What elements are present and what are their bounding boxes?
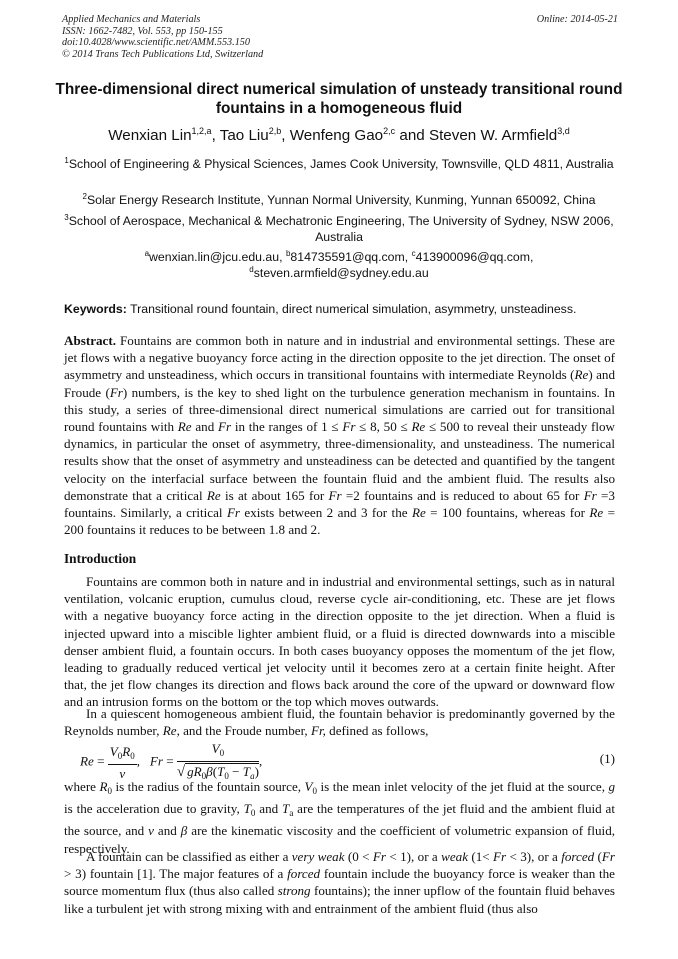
abstract-text: and	[191, 419, 219, 435]
abstract-text: is at about 165 for	[220, 487, 329, 503]
author-affiliation-mark: 2,c	[383, 126, 396, 136]
affiliation	[60, 156, 618, 172]
intro-paragraph-1: Fountains are common both in nature and in industrial and environmental settings, such as in natural ventilation, volcanic eruption, cumulus cloud, reverse cycle air-conditioning, etc. These are jet flows with a negative buoyancy force acting in the direction opposite to the jet direction. When a fluid is injected upward into a miscible lighter ambient fluid, or a fluid is directed downwards into a miscible denser ambient fluid, a fountain occurs. In both cases buoyancy opposes the momentum of the jet flow, leading to gradually reduced vertical jet velocity until it becomes zero at a certain finite height. After that, the jet flow changes its direction and flows back around the core of the upward or downward flow and an intrusion forms on the bottom or the top which moves outwards.	[64, 574, 615, 710]
affiliation-mark: 3	[64, 213, 69, 222]
re-fraction: $\frac{V_0R_0}{\nu}$	[109, 743, 135, 781]
symbol-re: Re	[411, 505, 426, 521]
symbol-fr: Fr	[218, 419, 232, 435]
email-link[interactable]: steven.armfield@sydney.edu.au	[253, 266, 429, 280]
abstract-text: =2 fountains and is reduced to about 65 for	[341, 487, 584, 503]
journal-name: Applied Mechanics and Materials	[62, 14, 201, 25]
emphasis: weak	[441, 849, 469, 864]
keywords	[64, 301, 624, 317]
author-affiliation-mark: 1,2,a	[191, 126, 212, 136]
symbol-re: Re	[411, 419, 426, 435]
emphasis: very weak	[291, 849, 345, 864]
symbol-fr: Fr,	[310, 723, 326, 739]
affiliation	[60, 192, 618, 208]
symbol-fr: Fr	[601, 849, 616, 864]
journal-doi: doi:10.4028/www.scientific.net/AMM.553.150	[62, 37, 250, 48]
author-name: Wenfeng Gao	[289, 127, 384, 144]
email-link[interactable]: wenxian.lin@jcu.edu.au,	[149, 250, 286, 264]
author-list: Wenxian Lin$^{1,2,a}$, Tao Liu$^{2,b}$, Wenfeng Gao$^{2,c}$ and Steven W. Armfield$^{3,d}$	[108, 126, 570, 144]
journal-copyright: © 2014 Trans Tech Publications Ltd, Switzerland	[62, 48, 264, 60]
abstract-text: =3 fountains. Similarly, a critical	[64, 487, 615, 521]
paragraph-text: and	[255, 801, 283, 817]
symbol-fr: Fr	[583, 487, 597, 503]
intro-paragraph-4	[64, 848, 615, 917]
author-name: Wenxian Lin	[108, 127, 192, 144]
affiliation	[60, 213, 618, 245]
abstract-text: ) and Froude (	[64, 367, 615, 400]
paragraph-text: (0 <	[344, 849, 373, 864]
symbol-g: g	[608, 779, 616, 794]
paragraph-text: (	[594, 849, 602, 864]
fr-fraction: $\frac{V_0}{√ gR_0\beta(T_0 - T_a)}$	[177, 741, 259, 784]
paragraph-text: A fountain can be classified as either a	[86, 849, 292, 864]
paragraph-text: fountain include the buoyancy force is weaker than the source momentum flux (thus also called	[64, 866, 615, 899]
email-link[interactable]: 413900096@qq.com,	[415, 250, 534, 264]
symbol-fr: Fr	[493, 849, 507, 864]
symbol-nu: ν	[148, 823, 154, 839]
paragraph-text: is the acceleration due to gravity,	[64, 801, 244, 817]
emphasis: forced	[561, 849, 595, 864]
symbol-beta: β	[180, 823, 188, 839]
author-affiliation-mark: 3,d	[557, 126, 570, 136]
author-affiliation-mark: 2,b	[268, 126, 282, 136]
paragraph-text: is the radius of the fountain source,	[111, 779, 305, 794]
equation-1	[64, 741, 615, 781]
symbol-re: Re	[162, 723, 177, 739]
keywords-label: Keywords:	[64, 302, 127, 316]
symbol-re: Re	[206, 487, 221, 503]
paragraph-text: < 1), or a	[386, 849, 442, 864]
symbol-fr: Fr	[342, 419, 356, 435]
emphasis: strong	[277, 883, 311, 899]
intro-paragraph-3: where $R_0$ is the radius of the fountain source, $V_0$ is the mean inlet velocity of the jet fluid at the source, g is the acceleration due to gravity, $T_0$ and $T_a$ are the temperatures of the jet fluid and the ambient fluid at the source, and ν and β are the kinematic viscosity and the coefficient of volumetric expansion of fluid, respectively.	[64, 779, 616, 856]
paragraph-text: (1<	[468, 849, 494, 864]
paragraph-text: defined as follows,	[325, 723, 429, 739]
abstract-text: Fountains are common both in nature and in industrial and environmental settings. These are jet flows with a negative buoyancy force acting in the direction opposite to the jet direction. The onset of asymmetry and unsteadiness, which occurs in transitional fountains with intermediate Reynolds (	[64, 333, 615, 383]
symbol-fr: Fr	[109, 384, 123, 400]
email-link[interactable]: 814735591@qq.com,	[290, 250, 412, 264]
symbol-fr: Fr	[226, 505, 241, 521]
author-name: Tao Liu	[219, 127, 269, 144]
symbol-fr: Fr	[372, 849, 387, 864]
abstract-text: = 100 fountains, whereas for	[425, 505, 590, 521]
email-mark: a	[144, 249, 150, 258]
paragraph-text: are the kinematic viscosity and the coefficient of volumetric expansion of fluid, respectively.	[64, 823, 616, 856]
paragraph-text: is the mean inlet velocity of the jet fluid at the source,	[317, 779, 609, 794]
paragraph-text: and	[153, 823, 181, 839]
abstract-text: exists between 2 and 3 for the	[240, 505, 412, 521]
affiliation-text: Solar Energy Research Institute, Yunnan Normal University, Kunming, Yunnan 650092, China	[86, 193, 596, 207]
abstract	[64, 332, 615, 538]
paper-title: Three-dimensional direct numerical simulation of unsteady transitional round fountains in a homogeneous fluid	[55, 81, 623, 117]
abstract-text: in the ranges of 1 ≤	[231, 419, 343, 435]
online-date: Online: 2014-05-21	[536, 14, 618, 25]
affiliation-mark: 1	[64, 156, 69, 165]
paragraph-text: where	[64, 779, 100, 794]
abstract-label: Abstract.	[64, 333, 116, 348]
affiliation-text: School of Engineering & Physical Sciences, James Cook University, Townsville, QLD 4811, Australia	[68, 157, 614, 171]
paragraph-text: > 3) fountain [1]. The major features of a	[64, 866, 288, 882]
email-list	[60, 249, 618, 281]
paragraph-text: In a quiescent homogeneous ambient fluid, the fountain behavior is predominantly governed by the Reynolds number,	[64, 706, 615, 739]
abstract-text: ≤ 500 to reveal their unsteady flow dynamics, in particular the onset of asymmetry, three-dimensionality, and unsteadiness. The numerical results show that the onset of asymmetry and unsteadiness can be detected and quantified by the tangent velocity on the interfacial surface between the fountain fluid and the ambient fluid. The results also demonstrate that a critical	[64, 419, 615, 503]
emphasis: forced	[287, 866, 321, 882]
abstract-text: = 200 fountains it reduces to be between 1.8 and 2.	[64, 505, 615, 538]
journal-issn: ISSN: 1662-7482, Vol. 553, pp 150-155	[62, 25, 223, 37]
symbol-re: Re	[574, 367, 589, 383]
paragraph-text: fountains); the inner upflow of the fountain fluid behaves like a turbulent jet with strong mixing with and entrainment of the ambient fluid (thus also	[64, 883, 615, 916]
symbol-re: Re	[177, 419, 192, 435]
journal-header	[62, 14, 618, 60]
symbol-re: Re	[589, 505, 604, 521]
intro-paragraph-2	[64, 705, 615, 739]
equation-number: (1)	[599, 751, 615, 766]
paragraph-text: are the temperatures of the jet fluid and the ambient fluid at the source, and	[64, 801, 615, 839]
equation-body: Re = $\frac{V_0R_0}{\nu}$ , Fr = $\frac{V_0}{√ gR_0\beta(T_0 - T_a)}$ ,	[80, 741, 262, 784]
affiliation-text: School of Aerospace, Mechanical & Mechatronic Engineering, The University of Sydney, NSW 2006, Australia	[68, 214, 614, 244]
symbol-fr: Fr	[328, 487, 342, 503]
email-mark: b	[285, 249, 291, 258]
paragraph-text: < 3), or a	[506, 849, 562, 864]
abstract-text: ≤ 8, 50 ≤	[355, 419, 412, 435]
affiliation-mark: 2	[82, 192, 87, 201]
keywords-text: Transitional round fountain, direct numerical simulation, asymmetry, unsteadiness.	[130, 302, 577, 316]
email-mark: c	[411, 249, 416, 258]
paragraph-text: , and the Froude number,	[176, 723, 311, 739]
email-mark: d	[249, 265, 254, 274]
abstract-text: ) numbers, is the key to shed light on the turbulence generation mechanism in fountains. In this study, a series of three-dimensional direct numerical simulations are carried out for transitional round fountains with	[64, 384, 615, 435]
author-name: Steven W. Armfield	[428, 127, 558, 144]
section-heading-introduction: Introduction	[64, 551, 137, 566]
